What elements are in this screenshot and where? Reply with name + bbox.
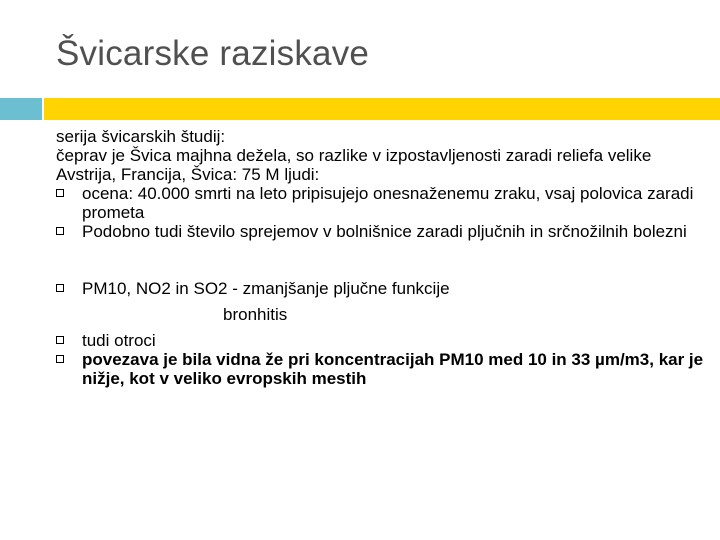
square-bullet-icon — [56, 189, 64, 197]
spacer — [56, 298, 706, 305]
spacer — [56, 241, 706, 279]
square-bullet-icon — [56, 355, 64, 363]
bullet-item — [56, 279, 706, 298]
text-line: bronhitis — [223, 305, 288, 324]
slide-content — [56, 127, 706, 388]
bullet-item — [56, 350, 706, 388]
bullet-text: Podobno tudi število sprejemov v bolnišnice zaradi pljučnih in srčnožilnih bolezni — [82, 222, 687, 241]
bullet-text: PM10, NO2 in SO2 - zmanjšanje pljučne funkcije — [82, 279, 450, 298]
text-line: serija švicarskih študij: — [56, 127, 226, 146]
bullet-item — [56, 184, 706, 222]
bullet-text: ocena: 40.000 smrti na leto pripisujejo onesnaženemu zraku, vsaj polovica zaradi prometa — [82, 184, 694, 222]
spacer — [56, 324, 706, 331]
accent-bar-yellow — [44, 98, 720, 120]
bullet-item — [56, 222, 706, 241]
bullet-item — [56, 331, 706, 350]
bullet-text: tudi otroci — [82, 331, 156, 350]
text-line: čeprav je Švica majhna dežela, so razlike v izpostavljenosti zaradi reliefa velike — [56, 146, 652, 165]
slide-title: Švicarske raziskave — [56, 34, 370, 73]
accent-bar-teal — [0, 98, 42, 120]
square-bullet-icon — [56, 336, 64, 344]
bullet-text: povezava je bila vidna že pri koncentracijah PM10 med 10 in 33 µm/m3, kar je nižje, kot v veliko evropskih mestih — [82, 350, 704, 388]
text-line: Avstrija, Francija, Švica: 75 M ljudi: — [56, 165, 320, 184]
square-bullet-icon — [56, 227, 64, 235]
square-bullet-icon — [56, 284, 64, 292]
